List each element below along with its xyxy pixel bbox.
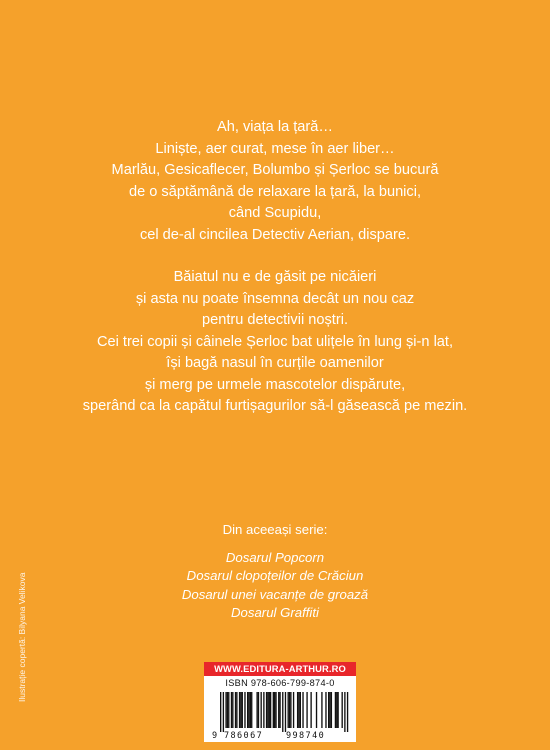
blurb-line: Marlău, Gesicaflecer, Bolumbo și Șerloc se bucură (111, 162, 439, 178)
barcode-bar (235, 692, 236, 728)
series-title-list (140, 549, 410, 623)
barcode-bar (225, 692, 226, 728)
barcode-bar (270, 692, 271, 728)
series-heading: Din aceeași serie: (222, 522, 328, 537)
blurb-line: pentru detectivii noștri. (201, 312, 348, 328)
barcode-bar (335, 692, 336, 728)
barcode-bar (240, 692, 241, 728)
barcode-graphic (210, 690, 350, 740)
barcode-bar (290, 692, 291, 728)
barcode-bar (269, 692, 270, 728)
blurb-line: de o săptămână de relaxare la țară, la bunici, (128, 183, 422, 200)
barcode-bar (297, 692, 298, 728)
barcode-bar (223, 692, 224, 732)
barcode-bar (250, 692, 251, 728)
series-title: Dosarul clopoțeilor de Crăciun (186, 568, 364, 583)
barcode-bar (236, 692, 237, 728)
blurb-line: sperând ca la capătul furtișagurilor să-l găsească pe mezin. (82, 398, 468, 414)
blurb-line: Cei trei copii și câinele Șerloc bat ulițele în lung și-n lat, (96, 333, 454, 350)
barcode-bar (302, 692, 303, 728)
barcode-bar (342, 692, 343, 728)
barcode-bar (329, 692, 330, 728)
publisher-website: WWW.EDITURA-ARTHUR.RO (204, 662, 356, 676)
barcode-bar (325, 692, 326, 728)
blurb-line: și merg pe urmele mascotelor dispărute, (144, 376, 406, 393)
barcode-bar (273, 692, 274, 728)
barcode-block (204, 662, 356, 742)
barcode-bar (337, 692, 338, 728)
barcode-bar (231, 692, 232, 728)
paragraph-gap (30, 246, 520, 267)
barcode-bar (293, 692, 294, 728)
barcode-bar (261, 692, 262, 728)
blurb-line: cel de-al cincilea Detectiv Aerian, dispare. (139, 226, 411, 243)
barcode-bar (248, 692, 249, 728)
barcode-bar (232, 692, 233, 728)
barcode-bar (263, 692, 264, 728)
series-title: Dosarul unei vacanțe de groază (181, 586, 369, 602)
barcode-digits-right: 998740 (286, 731, 326, 740)
barcode-bar (336, 692, 337, 728)
barcode-bar (227, 692, 228, 728)
barcode-bar (310, 692, 311, 728)
blurb-line: și asta nu poate însemna decât un nou caz (135, 290, 415, 307)
barcode-bar (256, 692, 257, 728)
blurb-line: Ah, viața la țară… (217, 119, 333, 135)
barcode-bar (328, 692, 329, 728)
barcode-bar (220, 692, 221, 732)
barcode-box (204, 676, 356, 742)
barcode-bar (251, 692, 252, 728)
series-title: Dosarul Popcorn (225, 549, 325, 565)
barcode-digit-first: 9 (212, 731, 218, 740)
barcode-bars (220, 692, 348, 732)
barcode-bar (228, 692, 229, 728)
barcode-bar (244, 692, 245, 728)
illustration-credit: Ilustrație copertă: Bilyana Velikova (17, 572, 27, 702)
barcode-bar (247, 692, 248, 728)
barcode-bar (321, 692, 322, 728)
barcode-digits-left: 786067 (224, 731, 264, 740)
barcode-bar (239, 692, 240, 728)
barcode-bar (316, 692, 317, 728)
barcode-bar (282, 692, 283, 732)
barcode-bar (306, 692, 307, 728)
barcode-bar (274, 692, 275, 728)
barcode-bar (298, 692, 299, 728)
isbn-text: ISBN 978-606-799-874-0 (225, 678, 335, 688)
back-cover-blurb (30, 117, 520, 418)
barcode-bar (289, 692, 290, 728)
barcode-bar (300, 692, 301, 728)
blurb-line: își bagă nasul în curțile oamenilor (166, 355, 384, 371)
blurb-line: când Scupidu, (228, 205, 322, 221)
same-series-section (140, 521, 410, 623)
barcode-bar (278, 692, 279, 728)
barcode-bar (258, 692, 259, 728)
barcode-bar (331, 692, 332, 728)
barcode-bar (275, 692, 276, 728)
barcode-bar (266, 692, 267, 728)
barcode-bar (347, 692, 348, 732)
barcode-bar (242, 692, 243, 728)
barcode-bar (279, 692, 280, 728)
barcode-bar (288, 692, 289, 728)
barcode-bar (267, 692, 268, 728)
blurb-line: Liniște, aer curat, mese în aer liber… (155, 140, 395, 157)
series-title: Dosarul Graffiti (231, 605, 319, 620)
barcode-bar (344, 692, 345, 732)
barcode-bar (285, 692, 286, 732)
blurb-line: Băiatul nu e de găsit pe nicăieri (173, 269, 377, 285)
